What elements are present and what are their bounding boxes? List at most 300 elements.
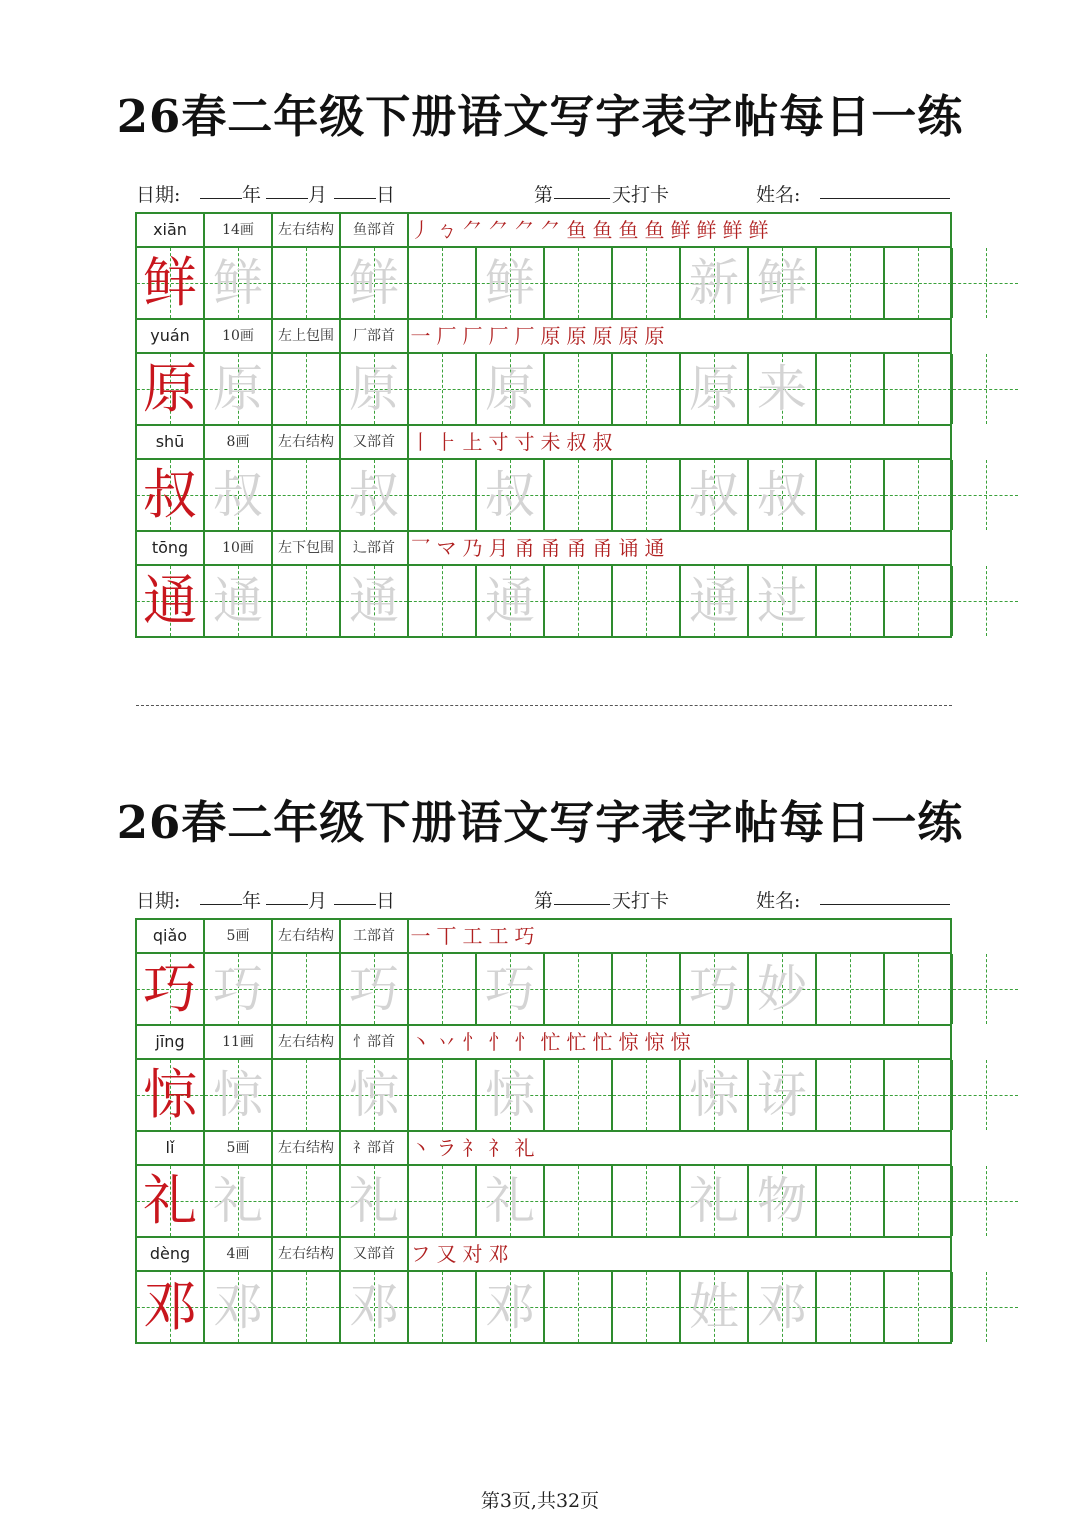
sheet-title: 26春二年级下册语文写字表字帖每日一练: [116, 90, 964, 143]
trace-character-box: [749, 566, 817, 636]
stroke-step: 月: [488, 536, 512, 560]
stroke-step: 一: [410, 924, 434, 948]
trace-character-box: [477, 460, 545, 530]
trace-character-box: [681, 460, 749, 530]
trace-character: 妙: [757, 960, 807, 1018]
stroke-count: 10画: [205, 532, 273, 564]
trace-character-box: [681, 1272, 749, 1342]
radical: 鱼部首: [341, 214, 409, 246]
day-label: 日: [376, 890, 396, 912]
model-character-box: [137, 954, 205, 1024]
model-character-box: [137, 354, 205, 424]
trace-character: 惊: [349, 1066, 399, 1124]
month-blank[interactable]: [266, 178, 308, 199]
blank-writing-box[interactable]: [409, 248, 477, 318]
stroke-step: 上: [462, 430, 486, 454]
trace-character: 叔: [757, 466, 807, 524]
pinyin: tōng: [137, 532, 205, 564]
trace-character-box: [205, 566, 273, 636]
blank-writing-box[interactable]: [953, 1060, 1018, 1130]
radical: 又部首: [341, 426, 409, 458]
stroke-step: 忄: [488, 1030, 512, 1054]
trace-character-box: [477, 954, 545, 1024]
trace-character: 邓: [757, 1278, 807, 1336]
stroke-step: 厂: [462, 324, 486, 348]
trace-character-box: [341, 1060, 409, 1130]
stroke-step: 原: [618, 324, 642, 348]
trace-character: 姓: [689, 1278, 739, 1336]
stroke-step: 对: [462, 1242, 486, 1266]
model-character: 礼: [143, 1169, 197, 1232]
stroke-step: 又: [436, 1242, 460, 1266]
stroke-order: [409, 214, 773, 246]
blank-writing-box[interactable]: [409, 1166, 477, 1236]
blank-writing-box[interactable]: [613, 1272, 681, 1342]
trace-character-box: [341, 460, 409, 530]
stroke-step: 甬: [566, 536, 590, 560]
blank-writing-box[interactable]: [885, 1166, 953, 1236]
year-blank[interactable]: [200, 884, 242, 905]
stroke-step: 原: [644, 324, 668, 348]
stroke-step: ⺊: [436, 430, 460, 454]
date-label: 日期:: [136, 184, 181, 206]
trace-character: 礼: [213, 1172, 263, 1230]
model-character: 通: [143, 569, 197, 632]
stroke-step: 甬: [540, 536, 564, 560]
trace-character: 鲜: [349, 254, 399, 312]
model-character-box: [137, 1166, 205, 1236]
stroke-step: 厂: [436, 324, 460, 348]
trace-character: 叔: [485, 466, 535, 524]
structure: 左右结构: [273, 1238, 341, 1270]
trace-character-box: [681, 354, 749, 424]
stroke-step: 鱼: [618, 218, 642, 242]
trace-character-box: [341, 1166, 409, 1236]
structure: 左右结构: [273, 214, 341, 246]
pinyin: xiān: [137, 214, 205, 246]
character-info-row: [137, 1238, 950, 1272]
blank-writing-box[interactable]: [273, 1060, 341, 1130]
trace-character: 礼: [689, 1172, 739, 1230]
trace-character: 礼: [485, 1172, 535, 1230]
trace-character: 叔: [689, 466, 739, 524]
stroke-step: ラ: [436, 1136, 460, 1160]
character-info-row: [137, 920, 950, 954]
day-blank[interactable]: [334, 884, 376, 905]
trace-character: 通: [485, 572, 535, 630]
character-info-row: [137, 214, 950, 248]
blank-writing-box[interactable]: [613, 1166, 681, 1236]
stroke-order: [409, 320, 669, 352]
stroke-step: ㄅ: [436, 218, 460, 242]
stroke-count: 5画: [205, 1132, 273, 1164]
stroke-step: ⺈: [514, 218, 538, 242]
pinyin: lǐ: [137, 1132, 205, 1164]
blank-writing-box[interactable]: [885, 460, 953, 530]
structure: 左右结构: [273, 1026, 341, 1058]
blank-writing-box[interactable]: [817, 1272, 885, 1342]
stroke-step: ⺈: [462, 218, 486, 242]
stroke-count: 4画: [205, 1238, 273, 1270]
day-blank[interactable]: [334, 178, 376, 199]
pinyin: dèng: [137, 1238, 205, 1270]
blank-writing-box[interactable]: [273, 954, 341, 1024]
trace-character: 惊: [689, 1066, 739, 1124]
radical: 辶部首: [341, 532, 409, 564]
info-line: [136, 884, 951, 914]
stroke-step: 鲜: [722, 218, 746, 242]
trace-character-box: [341, 1272, 409, 1342]
radical: 又部首: [341, 1238, 409, 1270]
structure: 左右结构: [273, 426, 341, 458]
blank-writing-box[interactable]: [613, 566, 681, 636]
trace-character-box: [477, 566, 545, 636]
trace-character-box: [749, 460, 817, 530]
structure: 左下包围: [273, 532, 341, 564]
stroke-step: 叔: [592, 430, 616, 454]
blank-writing-box[interactable]: [545, 1060, 613, 1130]
radical: 工部首: [341, 920, 409, 952]
month-label: 月: [308, 184, 328, 206]
name-label: 姓名:: [756, 184, 801, 206]
trace-character-box: [205, 1060, 273, 1130]
trace-character-box: [205, 954, 273, 1024]
radical: 厂部首: [341, 320, 409, 352]
trace-character-box: [341, 354, 409, 424]
day-number-blank[interactable]: [554, 884, 610, 905]
stroke-step: 厂: [514, 324, 538, 348]
trace-character: 巧: [349, 960, 399, 1018]
stroke-step: 礻: [462, 1136, 486, 1160]
blank-writing-box[interactable]: [545, 460, 613, 530]
model-character: 鲜: [143, 251, 197, 314]
stroke-step: 厂: [488, 324, 512, 348]
blank-writing-box[interactable]: [885, 566, 953, 636]
trace-character: 巧: [213, 960, 263, 1018]
stroke-step: 叔: [566, 430, 590, 454]
trace-character: 邓: [349, 1278, 399, 1336]
trace-character-box: [205, 1272, 273, 1342]
stroke-step: 原: [540, 324, 564, 348]
trace-character-box: [749, 1166, 817, 1236]
practice-row: [137, 1272, 950, 1344]
trace-character-box: [681, 954, 749, 1024]
stroke-step: 鲜: [748, 218, 772, 242]
trace-character: 原: [213, 360, 263, 418]
radical: 礻部首: [341, 1132, 409, 1164]
blank-writing-box[interactable]: [273, 1272, 341, 1342]
stroke-step: 丶: [410, 1136, 434, 1160]
info-line: [136, 178, 951, 208]
stroke-step: 忙: [540, 1030, 564, 1054]
trace-character-box: [205, 354, 273, 424]
stroke-step: 甬: [514, 536, 538, 560]
trace-character-box: [477, 354, 545, 424]
stroke-step: 忙: [566, 1030, 590, 1054]
day-number-prefix: 第: [534, 184, 554, 206]
trace-character: 讶: [757, 1066, 807, 1124]
model-character: 惊: [143, 1063, 197, 1126]
practice-row: [137, 354, 950, 426]
trace-character: 惊: [485, 1066, 535, 1124]
stroke-step: 原: [566, 324, 590, 348]
trace-character-box: [477, 1272, 545, 1342]
blank-writing-box[interactable]: [817, 460, 885, 530]
trace-character-box: [205, 1166, 273, 1236]
practice-row: [137, 566, 950, 638]
blank-writing-box[interactable]: [885, 1272, 953, 1342]
stroke-step: 礻: [488, 1136, 512, 1160]
trace-character-box: [205, 248, 273, 318]
blank-writing-box[interactable]: [613, 248, 681, 318]
year-blank[interactable]: [200, 178, 242, 199]
blank-writing-box[interactable]: [613, 460, 681, 530]
blank-writing-box[interactable]: [953, 1272, 1018, 1342]
stroke-order: [409, 1132, 539, 1164]
character-info-row: [137, 1132, 950, 1166]
trace-character: 叔: [349, 466, 399, 524]
blank-writing-box[interactable]: [409, 460, 477, 530]
trace-character: 邓: [485, 1278, 535, 1336]
character-info-row: [137, 320, 950, 354]
day-number-prefix: 第: [534, 890, 554, 912]
stroke-step: 通: [644, 536, 668, 560]
practice-row: [137, 248, 950, 320]
page-footer: 第3页,共32页: [480, 1490, 600, 1512]
practice-row: [137, 1060, 950, 1132]
trace-character-box: [477, 248, 545, 318]
trace-character-box: [681, 566, 749, 636]
stroke-step: 丶: [410, 1030, 434, 1054]
stroke-step: 丨: [410, 430, 434, 454]
stroke-step: 鱼: [644, 218, 668, 242]
trace-character-box: [341, 954, 409, 1024]
writing-grid: [135, 212, 952, 638]
trace-character-box: [681, 248, 749, 318]
blank-writing-box[interactable]: [273, 1166, 341, 1236]
year-label: 年: [242, 184, 262, 206]
stroke-step: 鲜: [670, 218, 694, 242]
blank-writing-box[interactable]: [545, 954, 613, 1024]
stroke-step: 寸: [514, 430, 538, 454]
trace-character: 通: [349, 572, 399, 630]
blank-writing-box[interactable]: [545, 354, 613, 424]
trace-character: 通: [213, 572, 263, 630]
stroke-step: 未: [540, 430, 564, 454]
blank-writing-box[interactable]: [273, 248, 341, 318]
stroke-step: 忙: [592, 1030, 616, 1054]
stroke-step: 礼: [514, 1136, 538, 1160]
blank-writing-box[interactable]: [545, 248, 613, 318]
blank-writing-box[interactable]: [885, 248, 953, 318]
trace-character-box: [477, 1060, 545, 1130]
blank-writing-box[interactable]: [817, 1166, 885, 1236]
blank-writing-box[interactable]: [545, 1166, 613, 1236]
trace-character: 巧: [485, 960, 535, 1018]
blank-writing-box[interactable]: [273, 566, 341, 636]
stroke-count: 5画: [205, 920, 273, 952]
blank-writing-box[interactable]: [409, 1272, 477, 1342]
trace-character-box: [749, 954, 817, 1024]
stroke-order: [409, 1026, 695, 1058]
trace-character-box: [477, 1166, 545, 1236]
trace-character: 邓: [213, 1278, 263, 1336]
structure: 左右结构: [273, 1132, 341, 1164]
blank-writing-box[interactable]: [953, 248, 1018, 318]
day-number-blank[interactable]: [554, 178, 610, 199]
blank-writing-box[interactable]: [953, 954, 1018, 1024]
blank-writing-box[interactable]: [409, 566, 477, 636]
sheet-title: 26春二年级下册语文写字表字帖每日一练: [116, 796, 964, 849]
trace-character: 来: [757, 360, 807, 418]
structure: 左右结构: [273, 920, 341, 952]
trace-character-box: [749, 1060, 817, 1130]
stroke-count: 8画: [205, 426, 273, 458]
character-info-row: [137, 1026, 950, 1060]
trace-character-box: [341, 248, 409, 318]
blank-writing-box[interactable]: [613, 1060, 681, 1130]
trace-character: 过: [757, 572, 807, 630]
blank-writing-box[interactable]: [953, 354, 1018, 424]
stroke-step: 工: [462, 924, 486, 948]
radical: 忄部首: [341, 1026, 409, 1058]
blank-writing-box[interactable]: [273, 354, 341, 424]
trace-character: 物: [757, 1172, 807, 1230]
model-character: 邓: [143, 1275, 197, 1338]
checkin-label: 天打卡: [612, 184, 670, 206]
blank-writing-box[interactable]: [817, 248, 885, 318]
year-label: 年: [242, 890, 262, 912]
stroke-step: ⺈: [488, 218, 512, 242]
practice-row: [137, 954, 950, 1026]
model-character-box: [137, 460, 205, 530]
trace-character: 鲜: [213, 254, 263, 312]
stroke-step: 巧: [514, 924, 538, 948]
blank-writing-box[interactable]: [545, 1272, 613, 1342]
character-info-row: [137, 426, 950, 460]
day-label: 日: [376, 184, 396, 206]
month-label: 月: [308, 890, 328, 912]
trace-character: 鲜: [485, 254, 535, 312]
blank-writing-box[interactable]: [817, 354, 885, 424]
blank-writing-box[interactable]: [953, 566, 1018, 636]
blank-writing-box[interactable]: [885, 354, 953, 424]
stroke-step: 忄: [514, 1030, 538, 1054]
stroke-step: 乛: [410, 536, 434, 560]
name-blank[interactable]: [820, 178, 950, 199]
blank-writing-box[interactable]: [613, 954, 681, 1024]
checkin-label: 天打卡: [612, 890, 670, 912]
trace-character-box: [681, 1166, 749, 1236]
stroke-step: フ: [410, 1242, 434, 1266]
stroke-step: 丅: [436, 924, 460, 948]
blank-writing-box[interactable]: [953, 460, 1018, 530]
pinyin: qiǎo: [137, 920, 205, 952]
pinyin: jīng: [137, 1026, 205, 1058]
trace-character: 原: [689, 360, 739, 418]
blank-writing-box[interactable]: [273, 460, 341, 530]
stroke-step: 丷: [436, 1030, 460, 1054]
stroke-step: 鱼: [592, 218, 616, 242]
trace-character-box: [749, 248, 817, 318]
blank-writing-box[interactable]: [953, 1166, 1018, 1236]
trace-character: 礼: [349, 1172, 399, 1230]
stroke-step: ⺈: [540, 218, 564, 242]
stroke-step: 邓: [488, 1242, 512, 1266]
model-character: 叔: [143, 463, 197, 526]
stroke-step: 忄: [462, 1030, 486, 1054]
stroke-step: 鲜: [696, 218, 720, 242]
trace-character: 惊: [213, 1066, 263, 1124]
trace-character: 叔: [213, 466, 263, 524]
practice-row: [137, 460, 950, 532]
model-character-box: [137, 1060, 205, 1130]
trace-character-box: [341, 566, 409, 636]
stroke-step: 寸: [488, 430, 512, 454]
stroke-count: 14画: [205, 214, 273, 246]
model-character: 巧: [143, 957, 197, 1020]
trace-character: 鲜: [757, 254, 807, 312]
model-character: 原: [143, 357, 197, 420]
stroke-step: マ: [436, 536, 460, 560]
stroke-order: [409, 532, 669, 564]
blank-writing-box[interactable]: [409, 954, 477, 1024]
stroke-order: [409, 426, 617, 458]
trace-character-box: [205, 460, 273, 530]
trace-character: 原: [485, 360, 535, 418]
blank-writing-box[interactable]: [885, 1060, 953, 1130]
blank-writing-box[interactable]: [409, 354, 477, 424]
stroke-order: [409, 920, 539, 952]
stroke-step: 原: [592, 324, 616, 348]
blank-writing-box[interactable]: [613, 354, 681, 424]
stroke-step: 诵: [618, 536, 642, 560]
model-character-box: [137, 1272, 205, 1342]
character-info-row: [137, 532, 950, 566]
writing-grid: [135, 918, 952, 1344]
stroke-step: 甬: [592, 536, 616, 560]
stroke-count: 10画: [205, 320, 273, 352]
pinyin: shū: [137, 426, 205, 458]
trace-character: 原: [349, 360, 399, 418]
stroke-order: [409, 1238, 513, 1270]
stroke-step: 惊: [644, 1030, 668, 1054]
trace-character-box: [749, 354, 817, 424]
sheet-separator: [136, 705, 952, 706]
blank-writing-box[interactable]: [817, 566, 885, 636]
model-character-box: [137, 566, 205, 636]
name-blank[interactable]: [820, 884, 950, 905]
stroke-step: 乃: [462, 536, 486, 560]
structure: 左上包围: [273, 320, 341, 352]
pinyin: yuán: [137, 320, 205, 352]
month-blank[interactable]: [266, 884, 308, 905]
stroke-step: 鱼: [566, 218, 590, 242]
date-label: 日期:: [136, 890, 181, 912]
name-label: 姓名:: [756, 890, 801, 912]
trace-character-box: [749, 1272, 817, 1342]
trace-character-box: [681, 1060, 749, 1130]
stroke-step: 惊: [670, 1030, 694, 1054]
stroke-step: 丿: [410, 218, 434, 242]
blank-writing-box[interactable]: [545, 566, 613, 636]
stroke-step: 一: [410, 324, 434, 348]
blank-writing-box[interactable]: [409, 1060, 477, 1130]
practice-row: [137, 1166, 950, 1238]
blank-writing-box[interactable]: [885, 954, 953, 1024]
blank-writing-box[interactable]: [817, 1060, 885, 1130]
blank-writing-box[interactable]: [817, 954, 885, 1024]
